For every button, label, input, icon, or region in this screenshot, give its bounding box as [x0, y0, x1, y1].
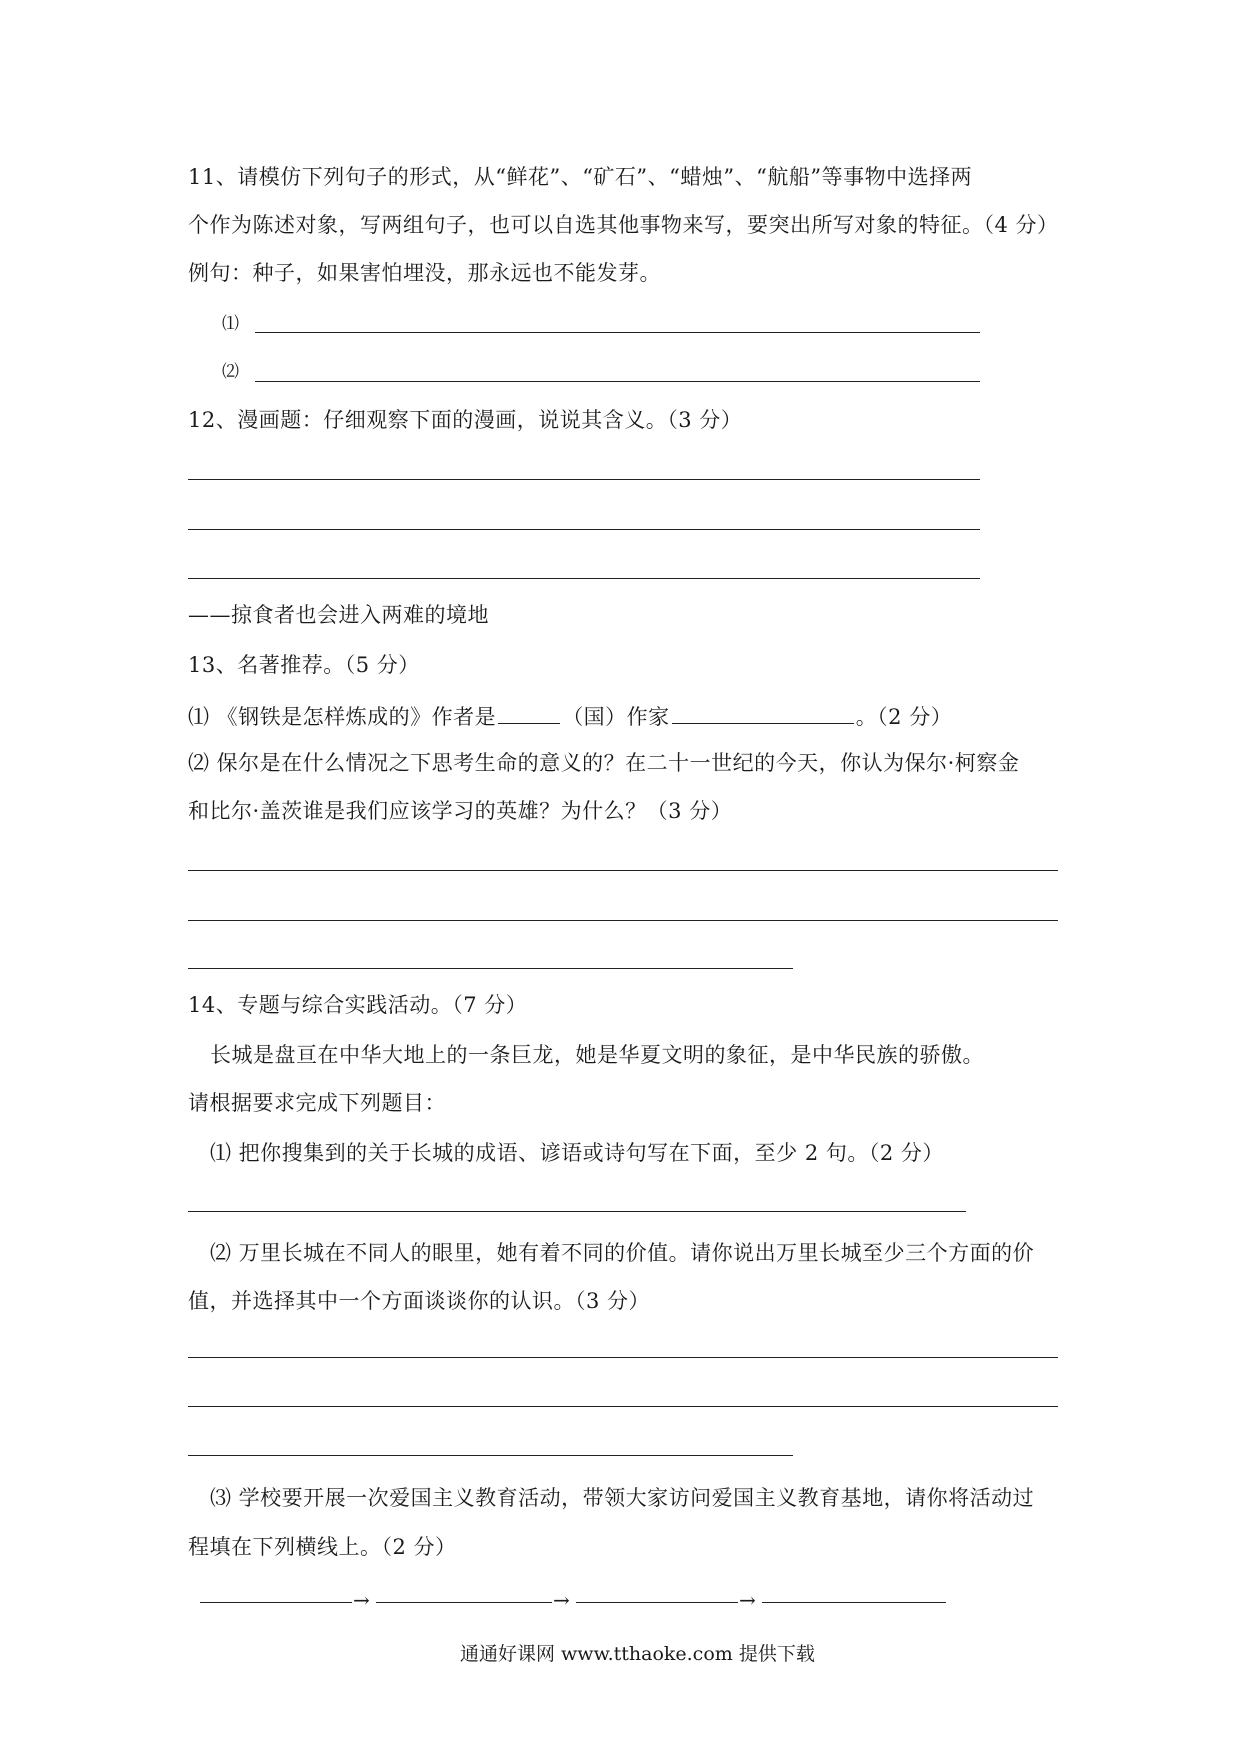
q13-answer-line-2[interactable] [188, 920, 1058, 921]
q14-part3-line2: 程填在下列横线上。（2 分） [188, 1535, 457, 1559]
q12-answer-line-1[interactable] [188, 479, 980, 480]
q13-part2-line1: ⑵ 保尔是在什么情况之下思考生命的意义的？在二十一世纪的今天，你认为保尔·柯察金 [188, 751, 1020, 775]
arrow-right-icon: → [553, 1588, 570, 1612]
q11-example: 例句：种子，如果害怕埋没，那永远也不能发芽。 [188, 261, 661, 285]
q14-process-step-1[interactable] [200, 1602, 352, 1603]
q11-answer-line-2[interactable] [255, 381, 980, 382]
q14-part2-line1: ⑵ 万里长城在不同人的眼里，她有着不同的价值。请你说出万里长城至少三个方面的价 [210, 1241, 1035, 1265]
q12-caption: ——掠食者也会进入两难的境地 [188, 603, 489, 627]
q13-answer-line-3[interactable] [188, 968, 793, 969]
q14-part1-answer-line[interactable] [188, 1211, 966, 1212]
q14-title: 14、专题与综合实践活动。（7 分） [188, 993, 528, 1017]
q14-process-step-2[interactable] [376, 1602, 552, 1603]
q12-answer-line-2[interactable] [188, 529, 980, 530]
arrow-right-icon: → [739, 1588, 756, 1612]
q14-part2-line2: 值，并选择其中一个方面谈谈你的认识。（3 分） [188, 1289, 651, 1313]
q13-part1 [188, 701, 952, 731]
q12-line1: 12、漫画题：仔细观察下面的漫画，说说其含义。（3 分） [188, 408, 743, 432]
q11-item2-label: ⑵ [222, 362, 240, 382]
q13-part1-text-c: 。（2 分） [855, 705, 953, 729]
q11-answer-line-1[interactable] [255, 332, 980, 333]
q11-line2: 个作为陈述对象，写两组句子，也可以自选其他事物来写，要突出所写对象的特征。（4 分） [188, 213, 1059, 237]
q14-part3-line1: ⑶ 学校要开展一次爱国主义教育活动，带领大家访问爱国主义教育基地，请你将活动过 [210, 1486, 1035, 1510]
arrow-right-icon: → [353, 1588, 370, 1612]
q11-line1: 11、请模仿下列句子的形式，从“鲜花”、“矿石”、“蜡烛”、“航船”等事物中选择两 [188, 165, 973, 189]
q14-part2-answer-line-2[interactable] [188, 1406, 1058, 1407]
q11-item1-label: ⑴ [222, 314, 240, 334]
q13-part2-line2: 和比尔·盖茨谁是我们应该学习的英雄？为什么？（3 分） [188, 799, 733, 823]
q12-answer-line-3[interactable] [188, 578, 980, 579]
q14-part2-answer-line-3[interactable] [188, 1455, 793, 1456]
page-footer: 通通好课网 www.tthaoke.com 提供下载 [460, 1643, 815, 1665]
q13-author-country-blank[interactable] [498, 701, 560, 724]
q13-answer-line-1[interactable] [188, 870, 1058, 871]
q13-part1-text-b: （国）作家 [562, 705, 670, 729]
q13-part1-text-a: ⑴ 《钢铁是怎样炼成的》作者是 [188, 705, 497, 729]
q14-part1: ⑴ 把你搜集到的关于长城的成语、谚语或诗句写在下面，至少 2 句。（2 分） [210, 1141, 944, 1165]
q14-intro1: 长城是盘亘在中华大地上的一条巨龙，她是华夏文明的象征，是中华民族的骄傲。 [210, 1043, 984, 1067]
q14-process-step-4[interactable] [762, 1602, 946, 1603]
q14-part2-answer-line-1[interactable] [188, 1357, 1058, 1358]
q14-intro2: 请根据要求完成下列题目： [188, 1091, 446, 1115]
q13-author-name-blank[interactable] [672, 701, 854, 724]
q14-process-step-3[interactable] [576, 1602, 738, 1603]
q13-title: 13、名著推荐。（5 分） [188, 653, 420, 677]
